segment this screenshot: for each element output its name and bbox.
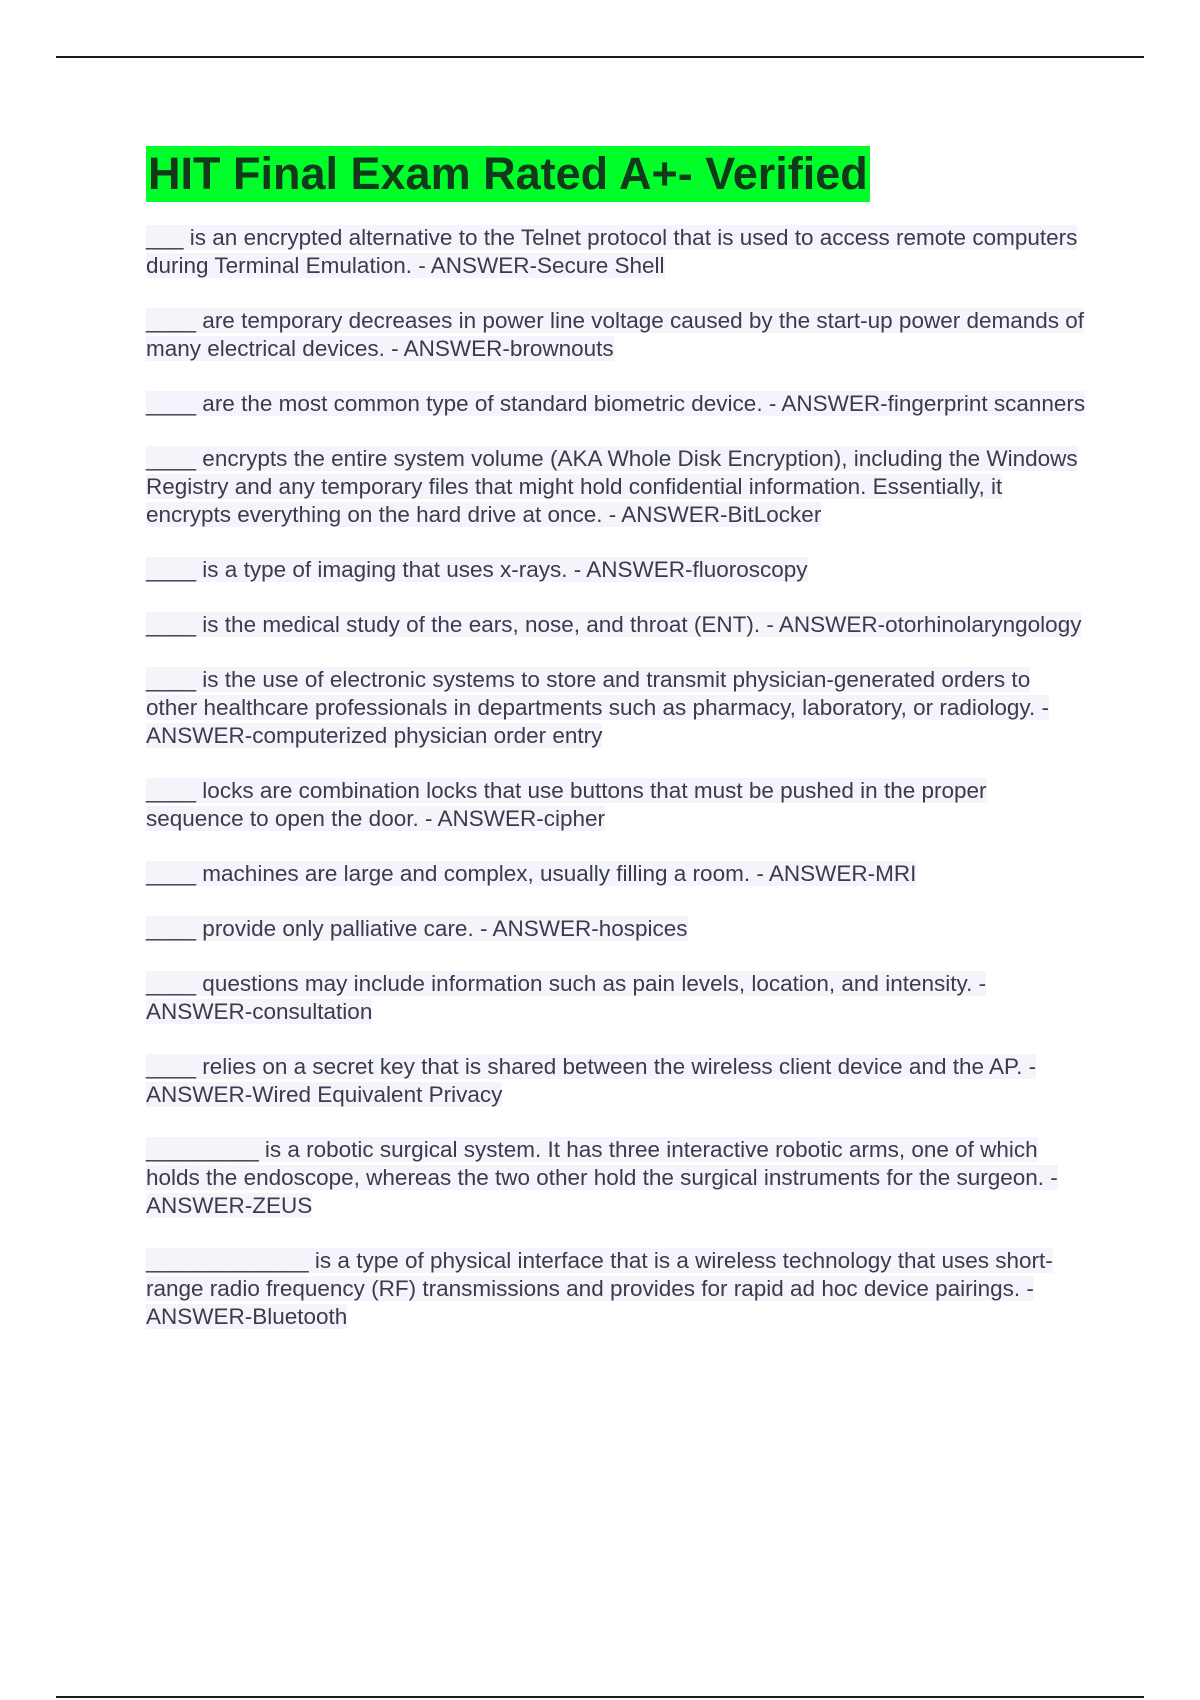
- qa-item: [146, 445, 1086, 529]
- qa-text: ____ is a type of imaging that uses x-rays. - ANSWER-fluoroscopy: [146, 557, 808, 582]
- qa-item: [146, 777, 1086, 833]
- qa-text: ____ is the use of electronic systems to store and transmit physician-generated orders to other healthcare professionals in departments such as pharmacy, laboratory, or radiology. - ANSWER-computerized physician order entry: [146, 667, 1049, 748]
- qa-text: ____ provide only palliative care. - ANSWER-hospices: [146, 916, 688, 941]
- bottom-rule: [56, 1696, 1144, 1698]
- top-rule: [56, 56, 1144, 58]
- qa-item: [146, 915, 1086, 943]
- qa-item: [146, 224, 1086, 280]
- qa-item: [146, 1247, 1086, 1331]
- qa-text: ____ are the most common type of standard biometric device. - ANSWER-fingerprint scanners: [146, 391, 1086, 416]
- qa-text: ____ questions may include information such as pain levels, location, and intensity. - ANSWER-consultation: [146, 971, 987, 1024]
- qa-text: ____ locks are combination locks that use buttons that must be pushed in the proper sequence to open the door. - ANSWER-cipher: [146, 778, 987, 831]
- qa-text: _________ is a robotic surgical system. It has three interactive robotic arms, one of which holds the endoscope, whereas the two other hold the surgical instruments for the surgeon. - ANSWER-ZEUS: [146, 1137, 1058, 1218]
- qa-item: [146, 860, 1086, 888]
- qa-item: [146, 611, 1086, 639]
- qa-text: ____ relies on a secret key that is shared between the wireless client device and the AP. - ANSWER-Wired Equivalent Privacy: [146, 1054, 1037, 1107]
- qa-item: [146, 390, 1086, 418]
- qa-item: [146, 307, 1086, 363]
- qa-text: ___ is an encrypted alternative to the Telnet protocol that is used to access remote computers during Terminal Emulation. - ANSWER-Secure Shell: [146, 225, 1078, 278]
- qa-item: [146, 970, 1086, 1026]
- qa-item: [146, 556, 1086, 584]
- document-body: [146, 146, 1086, 1358]
- qa-text: ____ encrypts the entire system volume (AKA Whole Disk Encryption), including the Windows Registry and any temporary files that might hold confidential information. Essentially, it encrypts everything on the hard drive at once. - ANSWER-BitLocker: [146, 446, 1078, 527]
- qa-text: ____ machines are large and complex, usually filling a room. - ANSWER-MRI: [146, 861, 917, 886]
- qa-item: [146, 666, 1086, 750]
- qa-item: [146, 1053, 1086, 1109]
- qa-text: ____ are temporary decreases in power line voltage caused by the start-up power demands of many electrical devices. - ANSWER-brownouts: [146, 308, 1085, 361]
- qa-text: ____ is the medical study of the ears, nose, and throat (ENT). - ANSWER-otorhinolaryngology: [146, 612, 1082, 637]
- document-title: HIT Final Exam Rated A+- Verified: [146, 146, 870, 202]
- title-block: [146, 146, 1086, 202]
- qa-text: _____________ is a type of physical interface that is a wireless technology that uses short-range radio frequency (RF) transmissions and provides for rapid ad hoc device pairings. - ANSWER-Bluetooth: [146, 1248, 1053, 1329]
- qa-item: [146, 1136, 1086, 1220]
